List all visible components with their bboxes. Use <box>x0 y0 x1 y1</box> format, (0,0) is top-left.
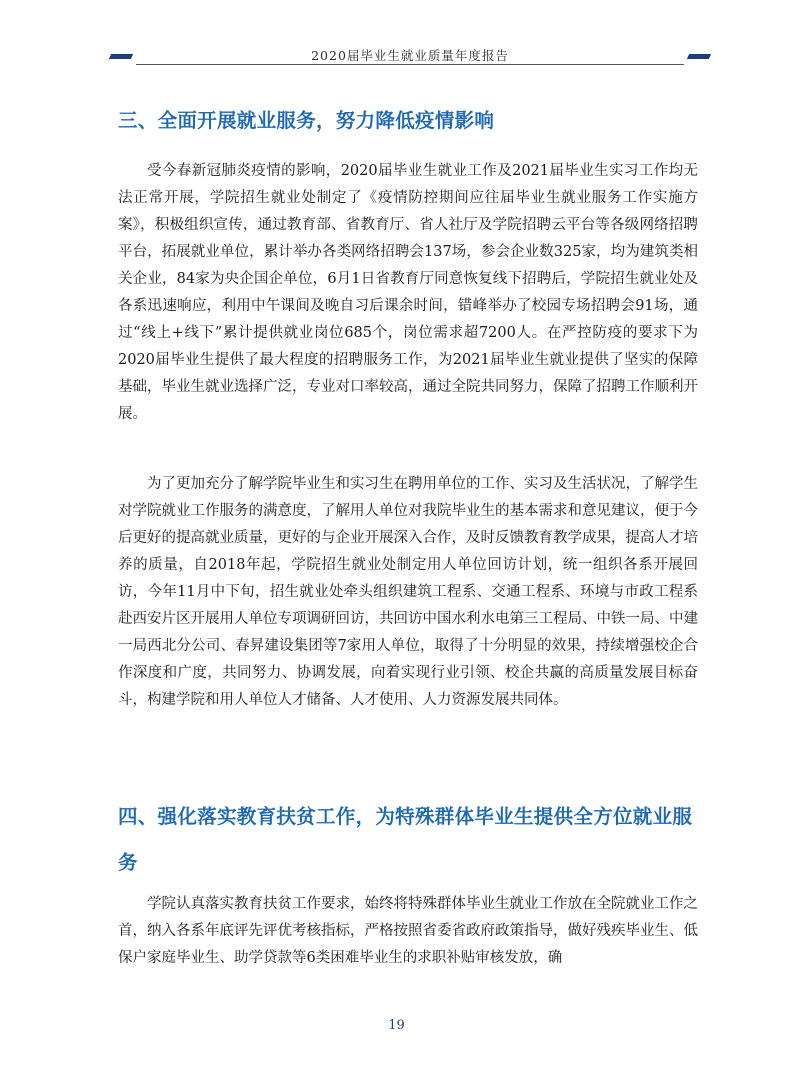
header-rule <box>136 64 684 65</box>
section-3-paragraph-2: 为了更加充分了解学院毕业生和实习生在聘用单位的工作、实习及生活状况，了解学生对学院就业工作服务的满意度，了解用人单位对我院毕业生的基本需求和意见建议，便于今后更好的提高就业质量，更好的与企业开展深入合作，及时反馈教育教学成果，提高人才培养的质量，自2018年起，学院招生就业处制定用人单位回访计划，统一组织各系开展回访，今年11月中下旬，招生就业处牵头组织建筑工程系、交通工程系、环境与市政工程系赴西安片区开展用人单位专项调研回访，共回访中国水利水电第三工程局、中铁一局、中建一局西北分公司、春昇建设集团等7家用人单位，取得了十分明显的效果，持续增强校企合作深度和广度，共同努力、协调发展，向着实现行业引领、校企共赢的高质量发展目标奋斗，构建学院和用人单位人才储备、人才使用、人力资源发展共同体。 <box>118 476 698 708</box>
section-3-heading: 三、全面开展就业服务，努力降低疫情影响 <box>118 109 495 132</box>
header-right-mark <box>687 54 711 59</box>
section-4-paragraph-1: 学院认真落实教育扶贫工作要求，始终将特殊群体毕业生就业工作放在全院就业工作之首，纳入各系年底评先评优考核指标，严格按照省委省政府政策指导，做好残疾毕业生、低保户家庭毕业生、助学贷款等6类困难毕业生的求职补贴审核发放，确 <box>118 896 698 966</box>
section-4-heading: 四、强化落实教育扶贫工作，为特殊群体毕业生提供全方位就业服务 <box>118 805 693 874</box>
header-title: 2020届毕业生就业质量年度报告 <box>311 48 509 63</box>
section-3-paragraph-1: 受今春新冠肺炎疫情的影响，2020届毕业生就业工作及2021届毕业生实习工作均无法正常开展，学院招生就业处制定了《疫情防控期间应往届毕业生就业服务工作实施方案》，积极组织宣传，通过教育部、省教育厅、省人社厅及学院招聘云平台等各级网络招聘平台，拓展就业单位，累计举办各类网络招聘会137场，参会企业数325家，均为建筑类相关企业，84家为央企国企单位，6月1日省教育厅同意恢复线下招聘后，学院招生就业处及各系迅速响应，利用中午课间及晚自习后课余时间，错峰举办了校园专场招聘会91场，通过“线上+线下”累计提供就业岗位685个，岗位需求超7200人。在严控防疫的要求下为2020届毕业生提供了最大程度的招聘服务工作，为2021届毕业生就业提供了坚实的保障基础，毕业生就业选择广泛，专业对口率较高，通过全院共同努力，保障了招聘工作顺利开展。 <box>118 163 698 422</box>
running-header <box>118 44 702 70</box>
page-number: 19 <box>388 1018 405 1033</box>
